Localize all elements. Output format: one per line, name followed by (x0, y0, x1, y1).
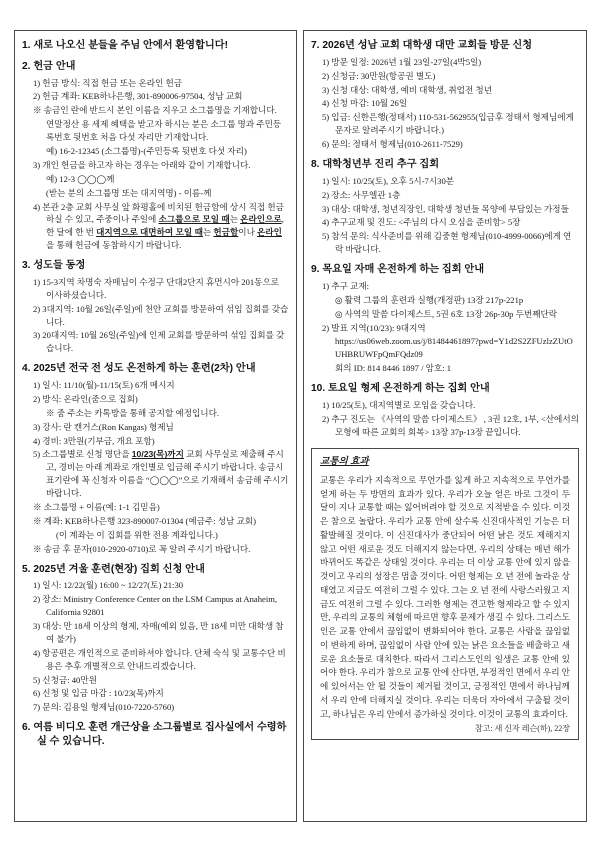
left-column (14, 30, 297, 822)
list-item: 3) 강사: 란 캔거스(Ron Kangas) 형제님 (33, 421, 174, 432)
section-title: 6. 여름 비디오 훈련 개근상을 소그룹별로 집사실에서 수령하실 수 있습니다. (22, 722, 287, 747)
example-line: (받는 분의 소그룹명 또는 대지역명) - 이름-께 (46, 187, 212, 198)
section-title: 1. 새로 나오신 분들을 주님 안에서 환영합니다! (22, 40, 229, 51)
note-line: ※ 송금 후 문자(010-2920-0710)로 꼭 알려 주시기 바랍니다. (33, 543, 251, 554)
note-line: ※ 송금인 란에 반드시 본인 이름을 지우고 소그룹명을 기재합니다. (33, 105, 277, 116)
text-run: 는 (229, 214, 241, 225)
list-item: 1) 일시: 10/25(토), 오후 5시-7시30분 (322, 175, 455, 186)
section-offering-guide (22, 60, 289, 252)
section-saturday-brothers-meeting (311, 382, 579, 438)
section-title: 8. 대학청년부 진리 추구 집회 (311, 159, 440, 170)
note-continuation: 연말정산 용 세제 혜택을 받고자 하시는 분은 소그룹 명과 주민등록번호 뒷번호 처음 다섯 자리만 기재합니다. (46, 119, 282, 143)
list-item: 1) 방문 일정: 2026년 1월 23일-27일(4박5일) (322, 56, 482, 67)
section-saints-news (22, 259, 289, 355)
example-line: 예) 12-3 ◯◯◯께 (46, 173, 115, 184)
emphasized-text: 온라인으로 (240, 214, 282, 225)
zoom-meeting-url: https://us06web.zoom.us/j/81484461897?pwd=Y1d2S2ZFUzlzZUtOUHBRUWFpQmFQdz09 (335, 336, 573, 360)
note-line: ※ 소그룹명 + 이름(예: 1-1 김믿음) (33, 502, 160, 512)
list-item: 2) 신청금: 30만원(항공권 별도) (322, 70, 436, 81)
text-run: 는 (202, 227, 214, 238)
list-item: 3) 개인 헌금을 하고자 하는 경우는 아래와 같이 기재합니다. (33, 159, 251, 170)
section-title: 7. 2026년 성남 교회 대학생 대만 교회들 방문 신청 (311, 40, 533, 51)
section-college-truth-meeting (311, 158, 579, 256)
bullet-line: ◎ 활력 그룹의 훈련과 실행(개정판) 13장 217p-221p (335, 294, 524, 305)
list-item: 4) 신청 마감: 10월 26일 (322, 98, 408, 109)
list-item: 1) 헌금 방식: 직접 헌금 또는 온라인 헌금 (33, 77, 183, 88)
list-item: 1) 추구 교재: (322, 280, 370, 291)
section-title: 10. 토요일 형제 온전하게 하는 집회 안내 (311, 383, 490, 395)
section-title: 5. 2025년 겨울 훈련(현장) 집회 신청 안내 (22, 563, 205, 575)
emphasized-text: 헌금함 (213, 227, 239, 238)
note-line: ※ 줌 주소는 카톡방을 통해 공지할 예정입니다. (46, 407, 220, 418)
list-item: 1) 일시: 12/22(월) 16:00 ~ 12/27(토) 21:30 (33, 580, 184, 591)
list-item: 5) 신청금: 40만원 (33, 674, 97, 685)
section-thursday-sisters-meeting (311, 263, 579, 375)
list-item: 2) 방식: 온라인(줌으로 집회) (33, 393, 138, 404)
fellowship-effect-box (311, 448, 579, 741)
article-title: 교통의 효과 (320, 455, 369, 467)
list-item: 2) 헌금 계좌: KEB하나은행, 301-890006-97504, 성남 교회 (33, 91, 243, 102)
list-item: 3) 대상: 대학생, 청년직장인, 대학생 청년들 목양에 부담있는 가정들 (322, 203, 569, 214)
section-title: 2. 헌금 안내 (22, 60, 76, 72)
section-winter-training (22, 563, 289, 715)
article-reference: 참고: 새 신자 레슨(하), 22장 (474, 724, 570, 734)
text-run: , 한 달에 한 번 (46, 214, 284, 238)
section-title: 3. 성도들 동정 (22, 260, 86, 272)
list-item: 1) 일시: 11/10(월)-11/15(토) 6개 메시지 (33, 379, 175, 390)
list-item: 4) 항공편은 개인적으로 준비하셔야 합니다. 단체 숙식 및 교통수단 비용은 추후 개별적으로 안내드리겠습니다. (33, 647, 286, 671)
list-item: 2) 발표 지역(10/23): 9대지역 (322, 322, 426, 333)
section-title: 9. 목요일 자매 온전하게 하는 집회 안내 (311, 264, 485, 276)
section-taiwan-visit (311, 39, 579, 151)
list-item: 2) 추구 진도는 《사역의 말씀 다이제스트》 , 3권 12호, 1부, <산에서의 모형에 따른 교회의 회복> 13장 37p-13장 끝입니다. (322, 413, 579, 437)
list-item (22, 201, 289, 253)
example-line: 예) 16-2-12345 (소그룹명)-(주민등록 뒷번호 다섯 자리) (46, 145, 247, 156)
emphasized-text: 대지역으로 대면하여 모일 때 (96, 227, 203, 238)
text-run: 교회 사무실로 제출해 주시고, 경비는 아래 계좌로 개인별로 입금해 주시기 바랍니다. 송금시 표기란에 꼭 신청자 이름을 “◯◯◯”으로 기재해서 송금해 주시기 바랍니다. (46, 449, 289, 499)
list-item: 4) 경비: 3만원(기부금, 개요 포함) (33, 435, 155, 446)
text-run: 5) 소그룹별로 신청 명단을 (33, 449, 132, 460)
text-run: 4) 본관 2층 교회 사무실 앞 화평홀에 비치된 헌금함에 상시 직접 헌금하실 수 있고, 주중이나 주일에 (33, 201, 284, 225)
list-item: 4) 추구교재 및 진도: <주님의 다시 오심을 준비함> 5장 (322, 217, 521, 228)
note-continuation: (이 계좌는 이 집회를 위한 전용 계좌입니다.) (56, 529, 218, 540)
section-welcome (22, 39, 289, 53)
emphasized-text: 온라인 (257, 227, 282, 238)
list-item: 2) 3대지역: 10월 26일(주일)에 천안 교회를 방문하여 섞임 집회를 갖습니다. (33, 303, 289, 327)
list-item: 2) 장소: 사무엘관 1층 (322, 189, 401, 200)
section-national-training (22, 362, 289, 555)
list-item: 5) 참석 문의: 식사준비를 위해 김중현 형제님(010-4999-0066)에게 연락 바랍니다. (322, 231, 572, 255)
note-line: ※ 계좌: KEB하나은행 323-890007-01304 (예금주: 성남 교회) (33, 515, 256, 526)
section-video-training-award (22, 721, 289, 749)
deadline-emphasis: 10/23(목)까지 (131, 449, 184, 460)
list-item: 6) 문의: 정태서 형제님(010-2611-7529) (322, 139, 463, 150)
list-item: 1) 15-3지역 차명숙 자매님이 수정구 단대2단지 휴먼시아 201동으로 이사하셨습니다. (33, 276, 280, 300)
text-run: 을 통해 헌금에 동참하시기 바랍니다. (46, 240, 182, 251)
text-run: 이나 (238, 227, 258, 238)
list-item: 3) 신청 대상: 대학생, 예비 대학생, 취업전 청년 (322, 84, 493, 95)
list-item: 6) 신청 및 입금 마감 : 10/23(목)까지 (33, 688, 164, 699)
list-item: 5) 입금: 신한은행(정태서) 110-531-562955(입금후 정태서 형제님에게 문자로 알려주시기 바랍니다.) (322, 112, 574, 136)
list-item: 7) 문의: 김용일 형제님(010-7220-5760) (33, 702, 175, 713)
list-item: 1) 10/25(토), 대지역별로 모임을 갖습니다. (322, 399, 476, 410)
emphasized-text: 소그룹으로 모일 때 (158, 214, 230, 225)
section-title: 4. 2025년 전국 전 성도 온전하게 하는 훈련(2차) 안내 (22, 363, 256, 375)
list-item: 3) 대상: 만 18세 이상의 형제, 자매(예외 있음, 만 18세 미만 대학생 참여 불가) (33, 621, 284, 644)
meeting-id-line: 회의 ID: 814 8446 1897 / 암호: 1 (335, 363, 452, 374)
list-item: 3) 20대지역: 10월 26일(주일)에 인제 교회를 방문하여 섞임 집회를 갖습니다. (33, 330, 285, 354)
right-column (303, 30, 587, 822)
list-item: 2) 장소: Ministry Conference Center on the LSM Campus at Anaheim, California 92801 (33, 594, 278, 618)
article-body: 교통은 우리가 지속적으로 무언가를 잃게 하고 지속적으로 무언가를 얻게 하는 두 방면의 효과가 있다. 우리가 오늘 얻은 바로 그것이 두 달이 지나 교통할 때는 잃어버려야 할 것으로 지적받을 수 있다. 이것은 참으로 놀랍다. 우리가 교통 안에 살수록 신진대사적인 기능은 더 활발해질 것이다. 이 신진대사가 중단되어 어떤 낡은 것도 제해지지 않고 어떤 새로운 것도 더해지지 않는다면, 우리의 상태는 매년 해가 바뀌어도 똑같은 상태일 것이다. 우리는 더 이상 교통 안에 있지 않을 것이고 우리의 성장은 멈출 것이다. 어떤 형제는 오 년 전에 놀라운 상태였고 지금도 여전히 그럴 수 있다. 그는 오 년 전에 사랑스러웠고 지금도 여전히 그럴 수 있다. 그러한 형제는 견고한 형제라고 할 수 있지만, 우리의 교통의 체험에 따르면 향후 문제가 생길 수 있다. 그리스도인은 교통 안에서 끊임없이 변화되어야 한다. 교통은 사람을 끊임없이 변하게 하며, 끊임없이 사람 안에 있는 낡은 요소들을 배출하고 새로운 요소들로 대치한다. 따라서 그리스도인의 일생은 교통 안에 있어야 한다. 우리가 참으로 교통 안에 산다면, 부정적인 면에서 우리 안에 있어서는 안 될 것들이 제거될 것이고, 긍정적인 면에서 하나님께서 우리 안에 더해지실 것이다. 우리는 더욱더 자아에서 구출될 것이고, 하나님은 우리 안에서 증가하실 것이다. 이것이 교통의 효과이다. (320, 474, 570, 719)
list-item (22, 448, 289, 500)
bullet-line: ◎ 사역의 말씀 다이제스트, 5권 6호 13장 26p-30p 두번째단락 (335, 308, 558, 319)
